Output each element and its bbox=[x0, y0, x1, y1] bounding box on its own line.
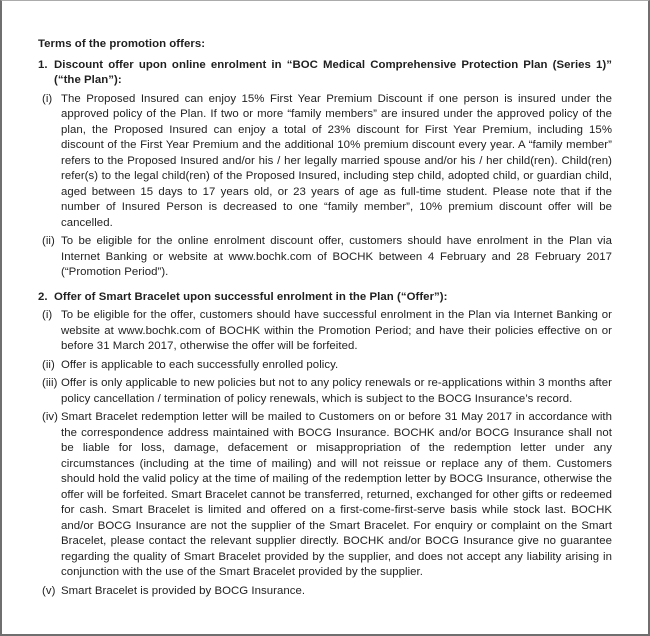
list-item-marker: (v) bbox=[42, 584, 56, 597]
section-heading bbox=[38, 58, 612, 89]
list-item-text: Smart Bracelet redemption letter will be mailed to Customers on or before 31 May 2017 in accordance with the correspondence address maintained with BOCG Insurance. BOCHK and/or BOCG Insurance shall not be liable for loss, damage, defacement or misappropriation of the redemption letter under any circumstances (including at the time of mailing) and will not reissue or replace any of them. Customers should hold the valid policy at the time of mailing of the redemption letter by BOCG Insurance, otherwise the offer will be forfeited. Smart Bracelet cannot be transferred, returned, exchanged for other gifts or redeemed for cash. Smart Bracelet is limited and offered on a first-come-first-serve basis while stock last. BOCHK and/or BOCG Insurance are not the supplier of the Smart Bracelet. For enquiry or complaint on the Smart Bracelet, please contact the relevant supplier directly. BOCHK and/or BOCG Insurance give no guarantee regarding the quality of Smart Bracelet provided by the supplier, and does not accept any liability arising in conjunction with the use of the Smart Bracelet provided by the supplier. bbox=[61, 411, 612, 578]
list-item-marker: (ii) bbox=[42, 358, 55, 371]
list-item-marker: (iii) bbox=[42, 377, 58, 389]
page-title: Terms of the promotion offers: bbox=[38, 38, 206, 50]
list-item-text: The Proposed Insured can enjoy 15% First Year Premium Discount if one person is insured under the approved policy of the Plan. If two or more “family members” are insured under the approved policy of the plan, the Proposed Insured can enjoy a total of 23% discount for First Year Premium, including 15% discount of the First Year Premium and the additional 10% premium discount every year. A “family member” refers to the Proposed Insured and/or his / her legally married spouse and/or his / her child(ren). Child(ren) refer(s) to the legal child(ren) of the Proposed Insured, including step child, adopted child, or guardian child, aged between 15 days to 17 years old, or 23 years of age as full-time student. Please note that if the number of Insured Person is decreased to one “family member”, 10% premium discount offer will be cancelled. bbox=[61, 92, 612, 229]
section-heading-text: Discount offer upon online enrolment in “BOC Medical Comprehensive Protection Plan (Series 1)” (“the Plan”): bbox=[54, 58, 612, 86]
list-item-text: Smart Bracelet is provided by BOCG Insurance. bbox=[61, 584, 306, 597]
list-item-marker: (iv) bbox=[42, 411, 59, 423]
list-item bbox=[38, 308, 612, 355]
list-item-text: Offer is only applicable to new policies but not to any policy renewals or re-applications within 3 months after policy cancellation / termination of policy renewals, which is subject to the BOCG Insurance’s record. bbox=[61, 377, 612, 405]
section-smart-bracelet-offer bbox=[38, 290, 612, 600]
list-item bbox=[38, 376, 612, 407]
list-item bbox=[38, 584, 612, 600]
list-item bbox=[38, 410, 612, 581]
list-item bbox=[38, 358, 612, 374]
section-heading bbox=[38, 290, 612, 306]
list-item bbox=[38, 92, 612, 232]
list-item-text: Offer is applicable to each successfully enrolled policy. bbox=[61, 358, 339, 371]
section-number: 1. bbox=[38, 58, 48, 71]
list-item bbox=[38, 234, 612, 281]
list-item-text: To be eligible for the offer, customers should have successful enrolment in the Plan via Internet Banking or website at www.bochk.com of BOCHK within the Promotion Period; and have their policies effective on or before 31 March 2017, otherwise the offer will be forfeited. bbox=[61, 309, 612, 352]
section-number: 2. bbox=[38, 290, 48, 303]
terms-content bbox=[2, 1, 648, 599]
list-item-marker: (i) bbox=[42, 92, 53, 105]
section-discount-offer bbox=[38, 58, 612, 281]
list-item-marker: (ii) bbox=[42, 235, 55, 247]
section-heading-text: Offer of Smart Bracelet upon successful enrolment in the Plan (“Offer”): bbox=[54, 290, 448, 303]
list-item-marker: (i) bbox=[42, 309, 53, 321]
list-item-text: To be eligible for the online enrolment discount offer, customers should have enrolment in the Plan via Internet Banking or website at www.bochk.com of BOCHK between 4 February and 28 February 2017 (“Promotion Period”). bbox=[61, 235, 612, 278]
